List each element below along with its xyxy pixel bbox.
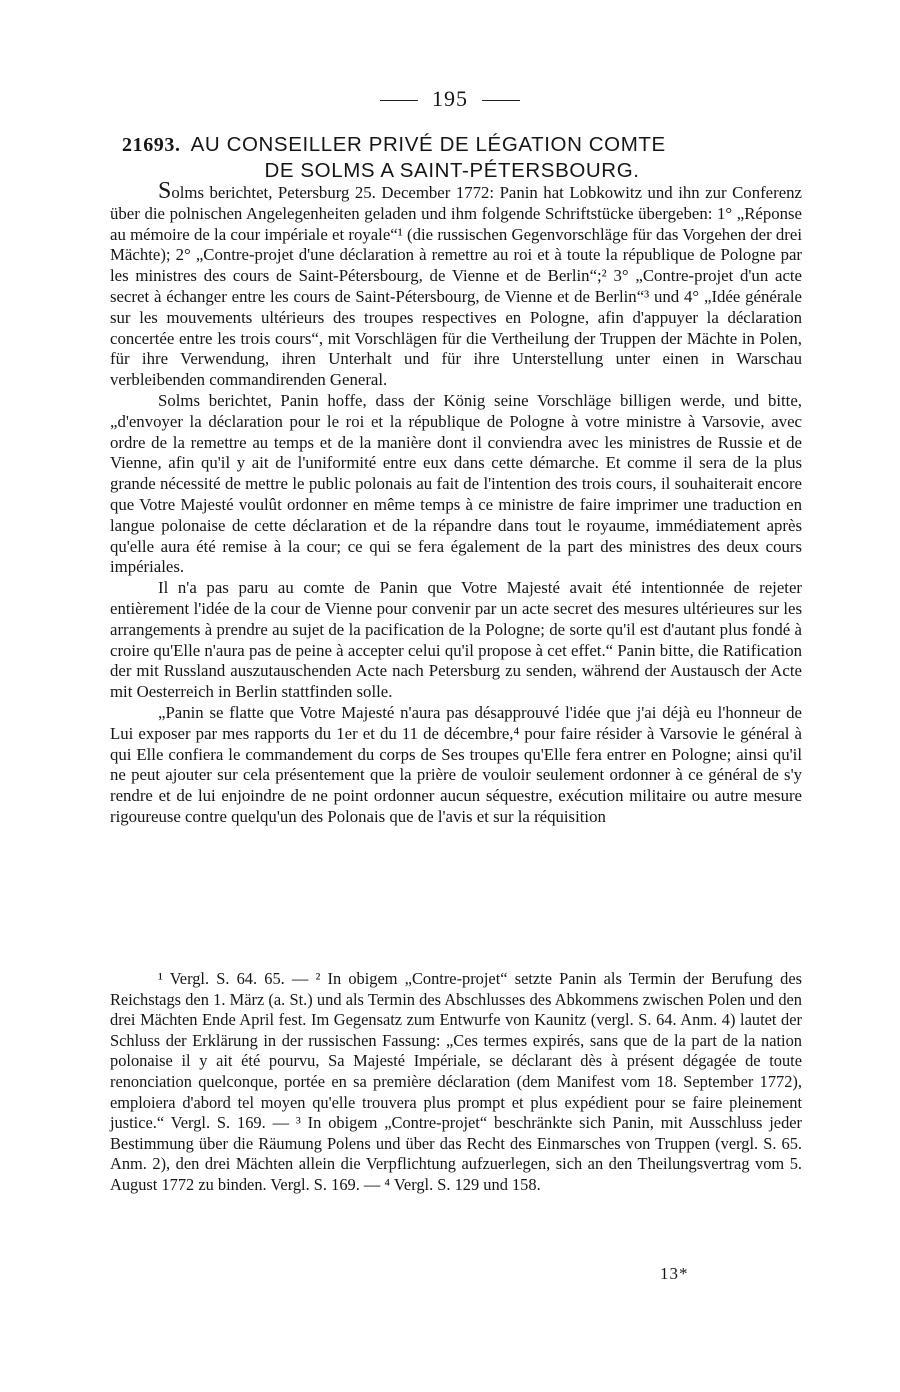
right-rule (482, 100, 520, 101)
letter-heading (122, 132, 822, 184)
drop-capital: S (158, 178, 172, 204)
footnote-text: ¹ Vergl. S. 64. 65. — ² In obigem „Contre-projet“ setzte Panin als Termin der Berufung des Reichstags den 1. März (a. St.) und als Termin des Abschlusses des Abkommens zwischen Polen und den drei Mächten Ende April fest. Im Gegensatz zum Entwurfe von Kaunitz (vergl. S. 64. Anm. 4) lautet der Schluss der Erklärung in der russischen Fassung: „Ces termes expirés, sans que de la part de la nation polonaise il y ait été pourvu, Sa Majesté Impériale, se déclarant dès à présent dégagée de toute renonciation quelconque, portée en sa première déclaration (dem Manifest vom 18. September 1772), emploiera d'abord tel moyen qu'elle trouvera plus prompt et plus expédient pour se faire pleinement justice.“ Vergl. S. 169. — ³ In obigem „Contre-projet“ beschränkte sich Panin, mit Ausschluss jeder Bestimmung über die Räumung Polens und über das Recht des Einmarsches von Truppen (vergl. S. 65. Anm. 2), den drei Mächten allein die Verpflichtung aufzuerlegen, sich an den Theilungsvertrag vom 5. August 1772 zu binden. Vergl. S. 169. — ⁴ Vergl. S. 129 und 158. (110, 969, 802, 1194)
paragraph-3: Il n'a pas paru au comte de Panin que Votre Majesté avait été intentionnée de rejeter entièrement l'idée de la cour de Vienne pour convenir par un acte secret des mesures ultérieures sur les arrangements à prendre au sujet de la pacification de la Pologne; de sorte qu'il est d'autant plus fondé à croire qu'Elle n'aura pas de peine à accepter celui qu'il propose à cet effet.“ Panin bitte, die Ratification der mit Russland auszutauschenden Acte nach Petersburg zu senden, während der Austausch der Acte mit Oesterreich in Berlin stattfinden solle. (110, 578, 802, 702)
paragraph-1 (110, 178, 802, 391)
page-number-header (0, 86, 900, 112)
paragraph-2: Solms berichtet, Panin hoffe, dass der König seine Vorschläge billigen werde, und bitte, „d'envoyer la déclaration pour le roi et la république de Pologne à votre ministre à Varsovie, avec ordre de la remettre au temps et de la manière dont il conviendra avec les ministres de Russie et de Vienne, afin qu'il y ait de l'uniformité entre eux dans cette démarche. Et comme il sera de la plus grande nécessité de mettre le public polonais au fait de l'intention des trois cours, il souhaiterait encore que Votre Majesté voulût ordonner en même temps à ce ministre de faire imprimer une traduction en langue polonaise de cette déclaration et de la répandre dans tout le royaume, immédiatement après qu'elle aura été remise à la cour; ce qui se fera également de la part des ministres des deux cours impériales. (110, 390, 802, 577)
paragraph-4: „Panin se flatte que Votre Majesté n'aura pas désapprouvé l'idée que j'ai déjà eu l'honneur de Lui exposer par mes rapports du 1er et du 11 de décembre,⁴ pour faire résider à Varsovie le général à qui Elle confiera le commandement du corps de Ses troupes qu'Elle fera entrer en Pologne; ainsi qu'il ne peut ajouter sur cela présentement que la prière de vouloir seulement ordonner à ce général de s'y rendre et de lui enjoindre de ne point ordonner aucun séquestre, exécution militaire ou autre mesure rigoureuse contre quelqu'un des Polonais que de l'avis et sur la réquisition (110, 702, 802, 826)
printer-signature: 13* (660, 1264, 689, 1283)
body-text (110, 178, 802, 828)
left-rule (380, 100, 418, 101)
heading-line-1: AU CONSEILLER PRIVÉ DE LÉGATION COMTE (190, 133, 666, 156)
paragraph-1-text: olms berichtet, Petersburg 25. December 1772: Panin hat Lobkowitz und ihn zur Conferenz über die polnischen Angelegenheiten geladen und ihm folgende Schriftstücke übergeben: 1° „Réponse au mémoire de la cour impériale et royale“¹ (die russischen Gegenvorschläge für das Vorgehen der drei Mächte); 2° „Contre-projet d'une déclaration à remettre au roi et à toute la république de Pologne par les ministres des cours de Saint-Pétersbourg, de Vienne et de Berlin“;² 3° „Contre-projet d'un acte secret à échanger entre les cours de Saint-Pétersbourg, de Vienne et de Berlin“³ und 4° „Idée générale sur les mouvements ultérieurs des troupes respectives en Pologne, afin d'appuyer la déclaration concertée entre les trois cours“, mit Vorschlägen für die Vertheilung der Truppen der Mächte in Polen, für ihre Verwendung, ihren Unterhalt und für ihre Unterstellung unter einen in Warschau verbleibenden commandirenden General. (110, 183, 802, 390)
letter-number: 21693. (122, 134, 181, 156)
heading-line-2: DE SOLMS A SAINT-PÉTERSBOURG. (264, 159, 640, 182)
footnotes (110, 969, 802, 1196)
page-number: 195 (432, 86, 468, 111)
